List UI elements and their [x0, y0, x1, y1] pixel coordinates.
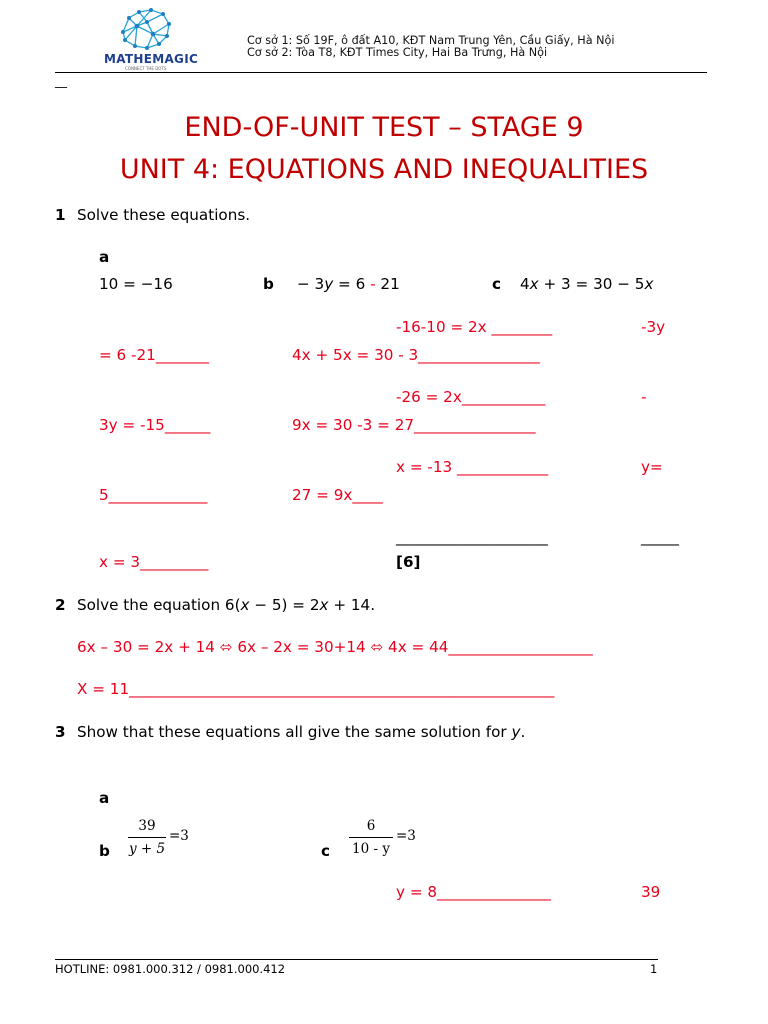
logo-wordmark: MATHEMAGIC — [104, 52, 199, 66]
logo-tagline: CONNECT THE DOTS — [125, 66, 167, 71]
eq-b-part2: = 6 — [333, 275, 371, 293]
eq-b-dash: - — [370, 275, 376, 293]
q1-answer-row3-b: - — [641, 388, 647, 406]
q3-prompt-part1: Show that these equations all give the same solution for — [77, 723, 512, 741]
q3-part-b-label: b — [99, 842, 110, 860]
q3-fraction-b-bar — [128, 837, 166, 838]
q1-part-b-label: b — [263, 275, 274, 293]
eq-b-var: y — [324, 275, 334, 293]
q1-answer-row5-b: y= — [641, 458, 663, 476]
q3-fraction-c — [349, 818, 416, 860]
q2-prompt-part1: Solve the equation 6( — [77, 596, 241, 614]
q1-answer-row4-a: 3y = -15______ — [99, 416, 211, 434]
q1-answer-row1-b: -3y — [641, 318, 666, 336]
q2-prompt-part2: − 5) = 2 — [249, 596, 320, 614]
q1-equation-a: 10 = −16 — [99, 275, 173, 293]
q3-answer-line1: y = 8_______________ — [396, 883, 551, 901]
q1-answer-row6-a: 5_____________ — [99, 486, 208, 504]
q3-fraction-b — [128, 818, 189, 860]
eq-c-part1: 4 — [520, 275, 530, 293]
q2-answer-line2: X = 11________________________________________________________ — [77, 680, 555, 698]
page-number: 1 — [650, 962, 658, 976]
q1-answer-row7-b: _____ — [641, 528, 679, 546]
unit-title: UNIT 4: EQUATIONS AND INEQUALITIES — [119, 154, 649, 185]
q1-answer-row7-a: ____________________ — [396, 528, 548, 546]
eq-c-x2: x — [644, 275, 654, 293]
eq-b-part1: − 3 — [297, 275, 325, 293]
q1-equation-b — [297, 275, 400, 293]
q3-fraction-c-bar — [349, 837, 393, 838]
q2-prompt-part3: + 14. — [328, 596, 376, 614]
q1-answer-row4-b: 9x = 30 -3 = 27________________ — [292, 416, 536, 434]
q1-answer-row5-a: x = -13 ____________ — [396, 458, 549, 476]
address-line-2: Cơ sở 2: Tòa T8, KĐT Times City, Hai Ba Trưng, Hà Nội — [247, 46, 548, 59]
question-2-prompt — [77, 596, 375, 614]
q1-answer-row8-a: x = 3_________ — [99, 553, 209, 571]
eq-c-part2: + 3 = 30 − 5 — [538, 275, 645, 293]
address-line-1: Cơ sở 1: Số 19F, ô đất A10, KĐT Nam Trung Yên, Cầu Giấy, Hà Nội — [247, 34, 615, 47]
question-1-number: 1 — [55, 206, 66, 224]
q3-part-c-label: c — [321, 842, 331, 860]
company-logo — [100, 6, 199, 71]
eq-b-part3: 21 — [375, 275, 400, 293]
q3-prompt-var: y — [511, 723, 521, 741]
q1-marks: [6] — [396, 553, 421, 571]
q3-fraction-b-numerator: 39 — [138, 818, 156, 834]
question-3-number: 3 — [55, 723, 66, 741]
footer-hotline: HOTLINE: 0981.000.312 / 0981.000.412 — [55, 962, 286, 976]
q3-fraction-c-rhs: =3 — [396, 828, 416, 844]
q3-fraction-b-den-text: y + 5 — [128, 841, 166, 857]
q3-prompt-part2: . — [520, 723, 526, 741]
q1-answer-row6-b: 27 = 9x____ — [292, 486, 383, 504]
test-title: END-OF-UNIT TEST – STAGE 9 — [184, 112, 584, 143]
q3-answer-line2: 39 — [641, 883, 661, 901]
q2-prompt-x1: x — [240, 596, 250, 614]
eq-c-x1: x — [529, 275, 539, 293]
q3-part-a-label: a — [99, 789, 110, 807]
question-2-number: 2 — [55, 596, 66, 614]
q1-part-a-label: a — [99, 248, 110, 266]
q2-answer-line1: 6x – 30 = 2x + 14 ⬄ 6x – 2x = 30+14 ⬄ 4x = 44___________________ — [77, 638, 593, 656]
header-rule — [55, 72, 707, 73]
network-globe-icon — [117, 6, 175, 50]
q2-prompt-x2: x — [319, 596, 329, 614]
q3-fraction-c-denominator: 10 - y — [352, 841, 390, 857]
q1-equation-c — [520, 275, 653, 293]
q3-fraction-b-denominator — [128, 841, 166, 857]
footer-rule — [55, 959, 658, 960]
q3-fraction-c-numerator: 6 — [366, 818, 376, 834]
q1-part-c-label: c — [492, 275, 502, 293]
question-1-prompt: Solve these equations. — [77, 206, 251, 224]
q1-answer-row3-a: -26 = 2x___________ — [396, 388, 546, 406]
q1-answer-row1-a: -16-10 = 2x ________ — [396, 318, 553, 336]
question-3-prompt — [77, 723, 525, 741]
q3-fraction-b-rhs: =3 — [169, 828, 189, 844]
q1-answer-row2-b: 4x + 5x = 30 - 3________________ — [292, 346, 540, 364]
header-overflow-mark: __ — [55, 74, 67, 88]
q1-answer-row2-a: = 6 -21_______ — [99, 346, 210, 364]
